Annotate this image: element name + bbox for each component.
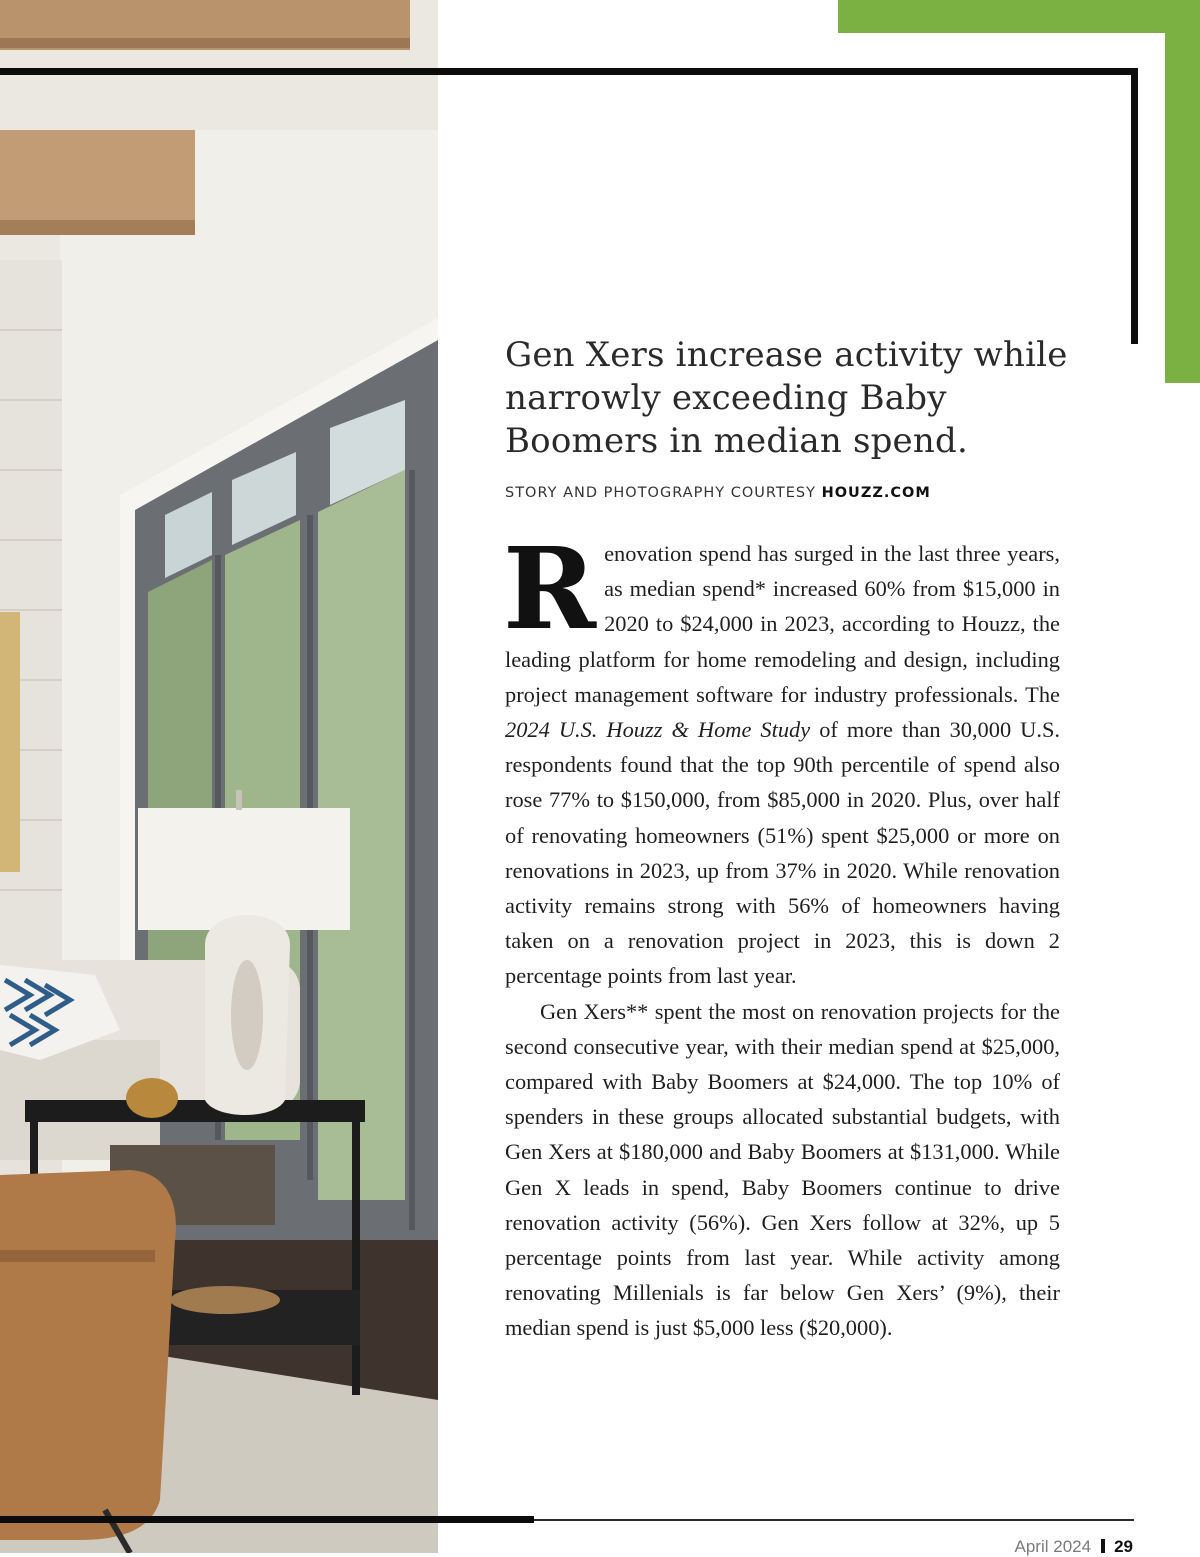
paragraph-1-text-b: of more than 30,000 U.S. respondents found that the top 90th percentile of spend also rose 77% to $150,000, from $85,000 in 2020. Plus, over half of renovating homeowners (51%) spent $25,000 or more on renovations in 2023, up from 37% in 2020. While renovation activity remains strong with 56% of homeowners having taken on a renovation project in 2023, this is down 2 percentage points from last year. [505, 717, 1061, 989]
page-folio [1015, 1537, 1133, 1557]
green-accent-bar-top [838, 0, 1200, 33]
byline-prefix: STORY AND PHOTOGRAPHY COURTESY [505, 485, 822, 501]
folio-separator [1101, 1539, 1105, 1553]
page-number: 29 [1114, 1537, 1133, 1556]
byline-source: HOUZZ.COM [821, 485, 931, 501]
green-accent-bar-side [1165, 33, 1200, 383]
paragraph-1-text-a: enovation spend has surged in the last three years, as median spend* increased 60% from $15,000 in 2020 to $24,000 in 2023, according to Houzz, the leading platform for home remodeling and design, including project management software for industry professionals. The [505, 541, 1060, 707]
article-byline [505, 485, 1065, 501]
thin-rule-bottom [534, 1519, 1134, 1521]
issue-date: April 2024 [1014, 1537, 1092, 1556]
paragraph-2: Gen Xers** spent the most on renovation projects for the second consecutive year, with their median spend at $25,000, compared with Baby Boomers at $24,000. The top 10% of spenders in these groups allocated substantial budgets, with Gen Xers at $180,000 and Baby Boomers at $131,000. While Gen X leads in spend, Baby Boomers continue to drive renovation activity (56%). Gen Xers follow at 32%, up 5 percentage points from last year. While activity among renovating Millenials is far below Gen Xers’ (9%), their median spend is just $5,000 less ($20,000). [505, 998, 1060, 1341]
drop-cap: R [503, 524, 597, 655]
paragraph-1 [503, 524, 1061, 994]
black-rule-top [0, 68, 1138, 75]
black-rule-side [1131, 68, 1138, 344]
article-headline: Gen Xers increase activity while narrowly exceeding Baby Boomers in median spend. [505, 335, 1068, 461]
article-body [503, 524, 1061, 1346]
living-room-photo [0, 0, 438, 1553]
black-rule-bottom [0, 1516, 534, 1523]
study-title: 2024 U.S. Houzz & Home Study [505, 717, 811, 743]
